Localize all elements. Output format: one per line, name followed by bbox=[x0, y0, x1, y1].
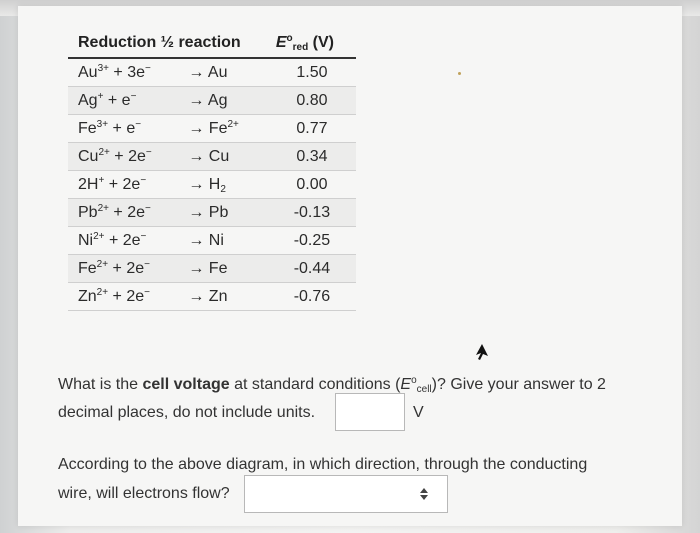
product: Fe bbox=[208, 259, 228, 277]
arrow-icon: → bbox=[188, 259, 209, 277]
electrons: 2e bbox=[127, 204, 146, 221]
product: Zn bbox=[208, 287, 228, 305]
table-row bbox=[68, 171, 356, 199]
product-cell bbox=[188, 87, 268, 115]
plus-sign: + bbox=[103, 92, 122, 109]
reactant-charge: + bbox=[98, 175, 105, 186]
q1-bold-cell-voltage: cell voltage bbox=[142, 376, 230, 393]
q1-cell-subscript: cell bbox=[416, 384, 432, 395]
reduction-potential-value: -0.76 bbox=[268, 283, 356, 311]
table-row bbox=[68, 115, 356, 143]
electron-charge: − bbox=[130, 91, 137, 102]
mouse-pointer-icon bbox=[473, 343, 489, 363]
reduction-potential-value: 0.80 bbox=[268, 87, 356, 115]
reactant-charge: 2+ bbox=[93, 231, 105, 242]
product-cell bbox=[188, 115, 268, 143]
question-cell-voltage-line1 bbox=[58, 371, 606, 400]
reactant-cell bbox=[68, 115, 188, 143]
q1-part1: What is the bbox=[58, 376, 143, 393]
reactant-charge: 2+ bbox=[96, 259, 109, 270]
product-cell bbox=[188, 227, 268, 255]
product-cell bbox=[188, 255, 268, 283]
arrow-icon: → bbox=[188, 119, 209, 137]
table-row bbox=[68, 227, 356, 255]
plus-sign: + bbox=[108, 260, 127, 277]
product-cell bbox=[188, 58, 268, 87]
plus-sign: + bbox=[108, 288, 127, 305]
electron-charge: − bbox=[145, 147, 152, 158]
table-body bbox=[68, 58, 356, 311]
table-row bbox=[68, 143, 356, 171]
electron-charge: − bbox=[144, 259, 150, 270]
product-subscript: 2 bbox=[220, 183, 226, 195]
reactant-ion: Ag bbox=[78, 92, 98, 109]
arrow-icon: → bbox=[188, 91, 208, 109]
product: H bbox=[208, 175, 221, 193]
product: Cu bbox=[208, 147, 230, 165]
q1-part3: )? Give your answer to 2 bbox=[431, 376, 606, 393]
arrow-icon: → bbox=[188, 287, 209, 305]
up-down-chevron-icon bbox=[419, 485, 429, 503]
reactant-charge: 2+ bbox=[96, 287, 109, 298]
electrons: 2e bbox=[126, 288, 145, 305]
volt-unit-label: V bbox=[413, 404, 424, 421]
reduction-potential-value: -0.25 bbox=[268, 227, 356, 255]
reactant-cell bbox=[68, 87, 188, 115]
product-cell bbox=[188, 171, 268, 199]
plus-sign: + bbox=[108, 64, 128, 81]
plus-sign: + bbox=[108, 204, 128, 221]
reactant-ion: 2H bbox=[78, 176, 99, 193]
arrow-icon: → bbox=[188, 231, 209, 249]
e-symbol: E bbox=[275, 34, 287, 51]
reactant-cell bbox=[68, 227, 188, 255]
electrons: 2e bbox=[122, 232, 141, 249]
table-row bbox=[68, 58, 356, 87]
plus-sign: + bbox=[104, 176, 123, 193]
reactant-ion: Fe bbox=[78, 120, 97, 137]
reactant-ion: Fe bbox=[78, 260, 97, 277]
electrons: 2e bbox=[122, 176, 141, 193]
reactant-charge: + bbox=[97, 91, 104, 102]
reactant-cell bbox=[68, 283, 188, 311]
electron-flow-direction-select[interactable] bbox=[244, 475, 448, 513]
question-cell-voltage-line2: decimal places, do not include units. bbox=[58, 404, 316, 421]
reactant-cell bbox=[68, 171, 188, 199]
reactant-cell bbox=[68, 58, 188, 87]
reduction-potential-value: -0.13 bbox=[268, 199, 356, 227]
arrow-icon: → bbox=[188, 63, 208, 81]
electrons: 2e bbox=[128, 148, 146, 165]
reactant-ion: Cu bbox=[78, 148, 99, 165]
standard-superscript: o bbox=[286, 33, 293, 44]
q1-part2: at standard conditions ( bbox=[229, 376, 401, 393]
red-subscript: red bbox=[292, 42, 309, 53]
reduction-potential-value: 0.00 bbox=[268, 171, 356, 199]
arrow-icon: → bbox=[188, 203, 209, 221]
electron-charge: − bbox=[144, 287, 150, 298]
plus-sign: + bbox=[104, 232, 123, 249]
reactant-cell bbox=[68, 199, 188, 227]
reactant-ion: Ni bbox=[78, 232, 94, 249]
table-row bbox=[68, 199, 356, 227]
reactant-charge: 2+ bbox=[97, 203, 109, 214]
electron-charge: − bbox=[145, 203, 151, 214]
question-electron-flow-line2: wire, will electrons flow? bbox=[58, 485, 230, 502]
table-row bbox=[68, 283, 356, 311]
electrons: 3e bbox=[127, 64, 146, 81]
reduction-potential-table bbox=[68, 29, 356, 311]
reduction-potential-value: -0.44 bbox=[268, 255, 356, 283]
reactant-charge: 3+ bbox=[96, 119, 109, 130]
arrow-icon: → bbox=[188, 175, 209, 193]
electron-charge: − bbox=[145, 63, 151, 74]
q1-e-superscript: o bbox=[411, 375, 417, 386]
header-standard-reduction-potential bbox=[268, 29, 356, 58]
product: Fe bbox=[208, 119, 228, 137]
product-charge: 2+ bbox=[227, 118, 239, 130]
electron-charge: − bbox=[135, 119, 142, 130]
reactant-cell bbox=[68, 255, 188, 283]
electrons: e bbox=[121, 92, 131, 109]
volt-unit: (V) bbox=[308, 34, 334, 51]
reactant-ion: Zn bbox=[78, 288, 97, 305]
product: Ag bbox=[207, 91, 228, 109]
plus-sign: + bbox=[108, 120, 127, 137]
table-row bbox=[68, 255, 356, 283]
product: Ni bbox=[208, 231, 224, 249]
reduction-potential-value: 1.50 bbox=[268, 58, 356, 87]
product-cell bbox=[188, 143, 268, 171]
product-cell bbox=[188, 283, 268, 311]
arrow-icon: → bbox=[188, 147, 209, 165]
cell-voltage-answer-input[interactable] bbox=[335, 393, 405, 431]
reactant-charge: 2+ bbox=[98, 147, 110, 158]
reduction-potential-value: 0.77 bbox=[268, 115, 356, 143]
reactant-ion: Au bbox=[78, 64, 98, 81]
reactant-charge: 3+ bbox=[97, 63, 109, 74]
dust-speck bbox=[458, 72, 461, 75]
electron-charge: − bbox=[140, 231, 147, 242]
product: Pb bbox=[208, 203, 229, 221]
reduction-potential-value: 0.34 bbox=[268, 143, 356, 171]
reactant-cell bbox=[68, 143, 188, 171]
electrons: 2e bbox=[126, 260, 145, 277]
plus-sign: + bbox=[109, 148, 129, 165]
header-reduction-half-reaction: Reduction ½ reaction bbox=[68, 29, 268, 58]
reactant-ion: Pb bbox=[78, 204, 98, 221]
table-header-row bbox=[68, 29, 356, 58]
product-cell bbox=[188, 199, 268, 227]
table-row bbox=[68, 87, 356, 115]
product: Au bbox=[207, 63, 228, 81]
question-electron-flow-line1: According to the above diagram, in which direction, through the conducting bbox=[58, 456, 588, 473]
electron-charge: − bbox=[140, 175, 147, 186]
electrons: e bbox=[126, 120, 136, 137]
q1-e-symbol: E bbox=[400, 376, 412, 393]
